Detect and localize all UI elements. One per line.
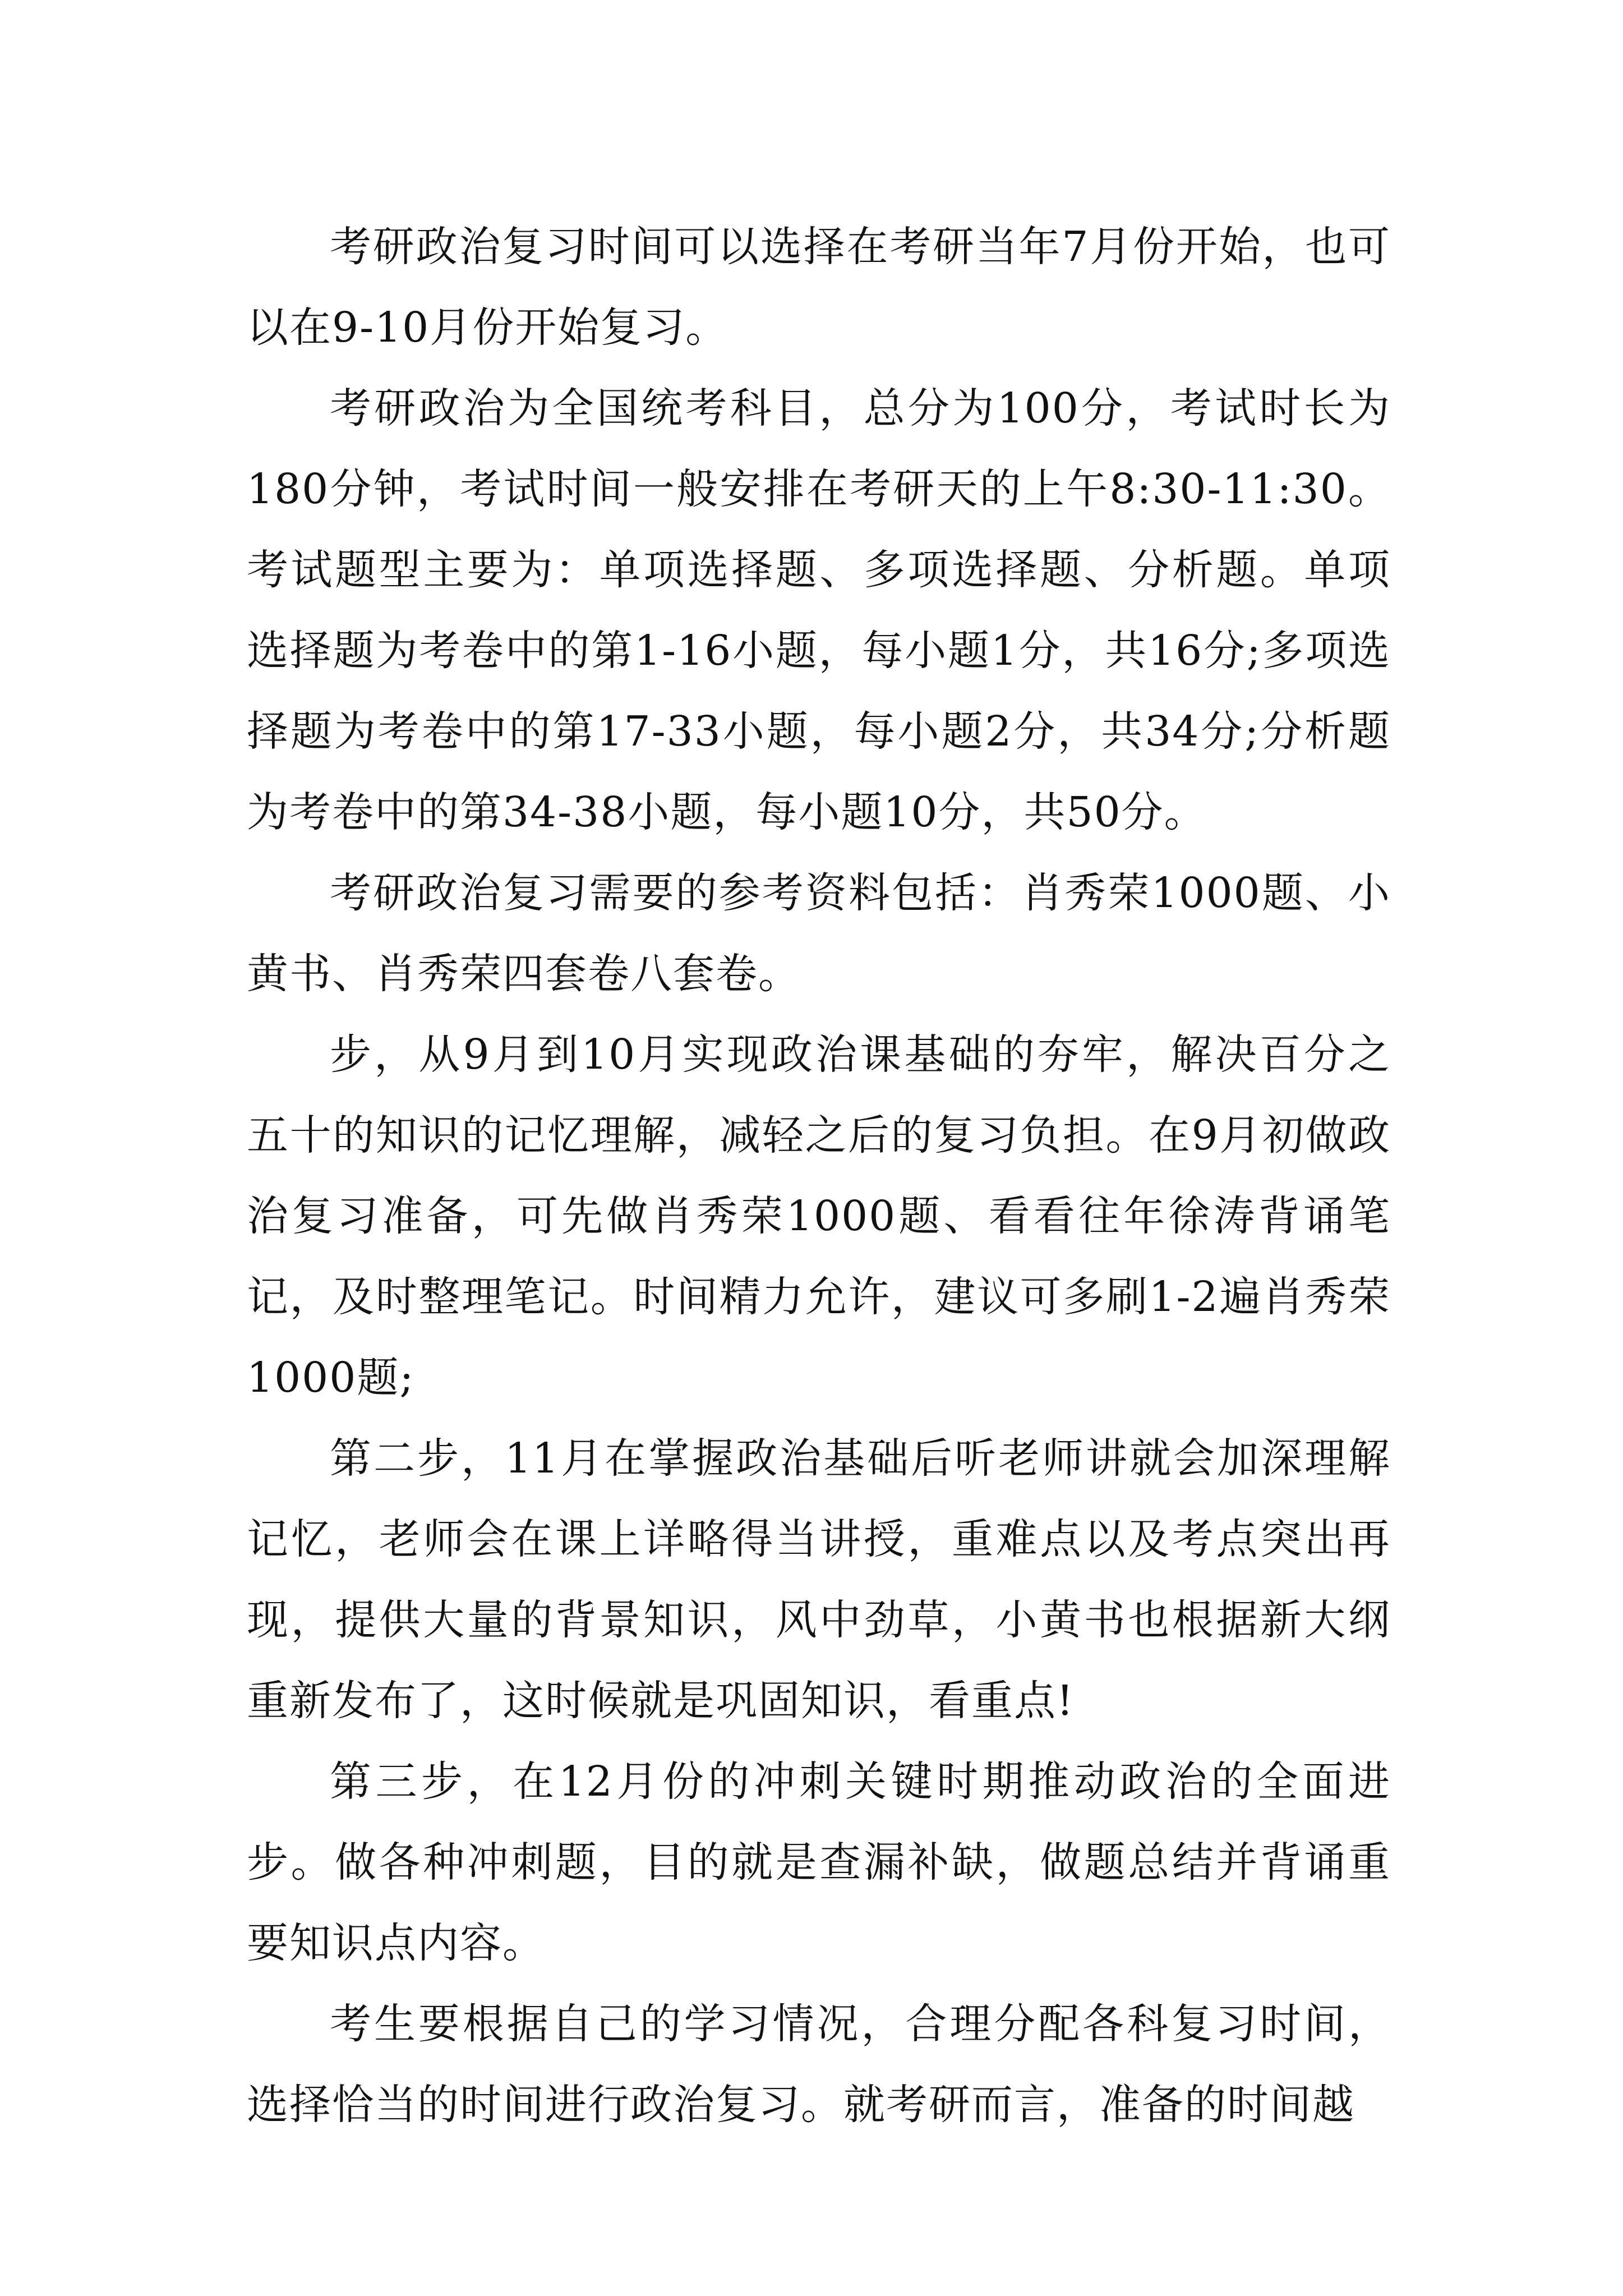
paragraph-review-start: 考研政治复习时间可以选择在考研当年7月份开始，也可以在9-10月份开始复习。 — [247, 223, 1391, 352]
paragraph-time-allocation: 考生要根据自己的学习情况，合理分配各科复习时间，选择恰当的时间进行政治复习。就考研而言，准备的时间越 — [247, 2000, 1391, 2129]
paragraph-step-one: 步，从9月到10月实现政治课基础的夯牢，解决百分之五十的知识的记忆理解，减轻之后的复习负担。在9月初做政治复习准备，可先做肖秀荣1000题、看看往年徐涛背诵笔记，及时整理笔记。时间精力允许，建议可多刷1-2遍肖秀荣1000题; — [247, 1030, 1391, 1402]
paragraph-step-two: 第二步，11月在掌握政治基础后听老师讲就会加深理解记忆，老师会在课上详略得当讲授，重难点以及考点突出再现，提供大量的背景知识，风中劲草，小黄书也根据新大纲重新发布了，这时候就是巩固知识，看重点! — [247, 1434, 1391, 1725]
paragraph-step-three: 第三步，在12月份的冲刺关键时期推动政治的全面进步。做各种冲刺题，目的就是查漏补缺，做题总结并背诵重要知识点内容。 — [247, 1757, 1391, 1967]
paragraph-exam-format: 考研政治为全国统考科目，总分为100分，考试时长为180分钟，考试时间一般安排在考研天的上午8:30-11:30。考试题型主要为：单项选择题、多项选择题、分析题。单项选择题为考卷中的第1-16小题，每小题1分，共16分;多项选择题为考卷中的第17-33小题，每小题2分，共34分;分析题为考卷中的第34-38小题，每小题10分，共50分。 — [247, 384, 1391, 836]
paragraph-reference-materials: 考研政治复习需要的参考资料包括：肖秀荣1000题、小黄书、肖秀荣四套卷八套卷。 — [247, 869, 1391, 998]
document-body — [247, 206, 1391, 2145]
